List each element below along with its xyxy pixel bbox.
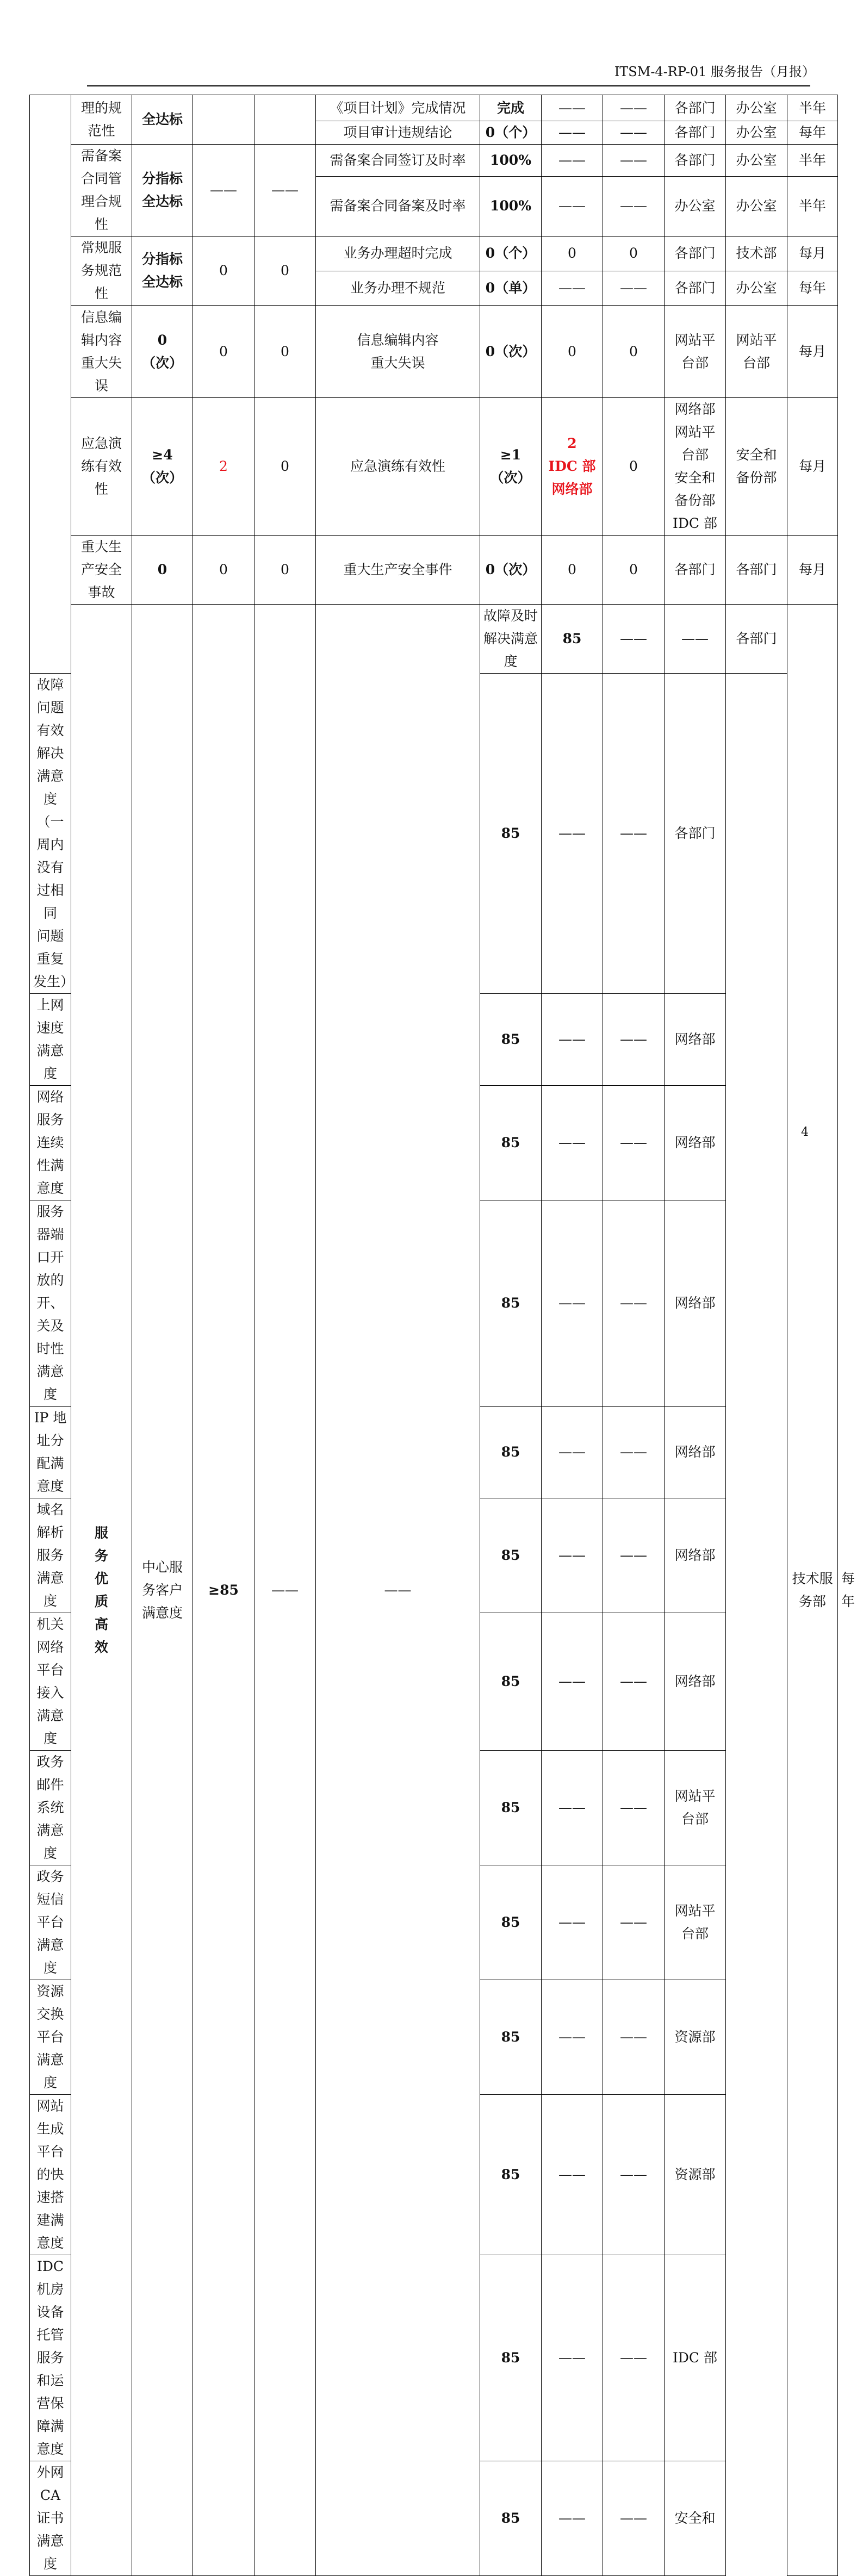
responsible-dept: 网络部 — [665, 1613, 726, 1751]
indicator: 资源交换平台满意度 — [30, 1980, 71, 2095]
indicator: 需备案合同备案及时率 — [316, 176, 480, 236]
result-2: —— — [603, 271, 665, 306]
indicator-target: 85 — [480, 1980, 542, 2095]
kpi-value-1: 0 — [193, 237, 254, 306]
kpi-value-1: 0 — [193, 306, 254, 398]
frequency: 半年 — [787, 95, 838, 121]
responsible-dept: 网络部 — [665, 994, 726, 1086]
indicator-target: 0（次） — [480, 306, 542, 398]
responsible-dept: IDC 部 — [665, 2255, 726, 2461]
kpi-name: 需备案 合同管 理合规 性 — [71, 145, 132, 237]
kpi-target: ≥4 （次） — [132, 398, 193, 536]
indicator: IP 地址分配满意度 — [30, 1407, 71, 1498]
indicator: 项目审计违规结论 — [316, 121, 480, 145]
kpi-name: 重大生 产安全 事故 — [71, 536, 132, 605]
result-2: —— — [603, 1200, 665, 1407]
indicator-target: 0（个） — [480, 237, 542, 271]
indicator-target: 85 — [480, 994, 542, 1086]
indicator: 故障及时解决满意度 — [480, 605, 542, 674]
assessor-dept: 办公室 — [726, 95, 787, 121]
document-header: ITSM-4-RP-01 服务报告（月报） — [614, 64, 815, 79]
responsible-dept: 各部门 — [665, 237, 726, 271]
result-2: —— — [603, 674, 665, 994]
indicator: 外网 CA 证书满意度 — [30, 2461, 71, 2576]
indicator-target: 0（次） — [480, 536, 542, 605]
indicator: 政务短信平台满意度 — [30, 1865, 71, 1980]
indicator-target: 85 — [480, 1086, 542, 1200]
indicator: 《项目计划》完成情况 — [316, 95, 480, 121]
result-2: 0 — [603, 237, 665, 271]
result-1: —— — [542, 121, 603, 145]
result-2: —— — [603, 95, 665, 121]
indicator: 机关网络平台接入满意 度 — [30, 1613, 71, 1751]
indicator-target: ≥1 （次） — [480, 398, 542, 536]
result-1: —— — [542, 145, 603, 177]
result-1: 2 IDC 部 网络部 — [542, 398, 603, 536]
responsible-dept: 各部门 — [726, 605, 787, 674]
indicator: 服务器端口开放的开、 关及时性满意度 — [30, 1200, 71, 1407]
indicator: 应急演练有效性 — [316, 398, 480, 536]
kpi-value-1: —— — [193, 145, 254, 237]
result-2: —— — [603, 2461, 665, 2576]
kpi-target: 0 — [132, 536, 193, 605]
kpi-target: 全达标 — [132, 95, 193, 145]
kpi-value-1: —— — [254, 605, 316, 2576]
responsible-dept: 网站平 台部 — [665, 1751, 726, 1865]
result-2: —— — [603, 994, 665, 1086]
result-2: 0 — [603, 536, 665, 605]
result-2: —— — [603, 121, 665, 145]
table-row — [30, 145, 838, 177]
kpi-target: ≥85 — [193, 605, 254, 2576]
result-2: —— — [603, 1980, 665, 2095]
kpi-value-1: 2 — [193, 398, 254, 536]
indicator-target: 85 — [480, 1751, 542, 1865]
kpi-value-2: 0 — [254, 237, 316, 306]
result-2: 0 — [603, 306, 665, 398]
table-row — [30, 306, 838, 398]
kpi-value-2: 0 — [254, 398, 316, 536]
result-1: —— — [542, 1086, 603, 1200]
result-1: 0 — [542, 237, 603, 271]
assessor-dept: 技术服 务部 — [787, 605, 838, 2576]
frequency: 半年 — [787, 145, 838, 177]
indicator: 域名解析服务满意度 — [30, 1498, 71, 1613]
result-2: 0 — [603, 398, 665, 536]
result-1: —— — [542, 1865, 603, 1980]
result-1: —— — [542, 1751, 603, 1865]
result-2: —— — [603, 2255, 665, 2461]
result-1: —— — [542, 1980, 603, 2095]
kpi-target: 0 （次） — [132, 306, 193, 398]
indicator: 上网速度满意度 — [30, 994, 71, 1086]
result-1: —— — [542, 271, 603, 306]
kpi-value-2 — [254, 95, 316, 145]
result-1: —— — [542, 176, 603, 236]
indicator-target: 85 — [480, 1613, 542, 1751]
kpi-value-2: —— — [254, 145, 316, 237]
responsible-dept: 网络部 — [665, 1498, 726, 1613]
frequency: 每月 — [787, 306, 838, 398]
result-1: —— — [542, 1407, 603, 1498]
indicator-target: 85 — [480, 1200, 542, 1407]
table-row — [30, 536, 838, 605]
assessor-dept: 技术部 — [726, 237, 787, 271]
table-row — [30, 398, 838, 536]
responsible-dept: 各部门 — [665, 95, 726, 121]
frequency: 半年 — [787, 176, 838, 236]
responsible-dept: 各部门 — [665, 271, 726, 306]
indicator-target: 85 — [480, 674, 542, 994]
responsible-dept: 网络部 — [665, 1200, 726, 1407]
result-2: —— — [603, 1407, 665, 1498]
indicator-target: 85 — [542, 605, 603, 674]
assessor-dept: 各部门 — [726, 536, 787, 605]
indicator-target: 100% — [480, 176, 542, 236]
result-2: —— — [603, 1751, 665, 1865]
assessor-dept: 办公室 — [726, 121, 787, 145]
indicator: 故障问题有效解决满意 度（一周内没有过相同 问题重复发生） — [30, 674, 71, 994]
result-2: —— — [665, 605, 726, 674]
assessor-dept: 网站平 台部 — [726, 306, 787, 398]
assessor-dept: 办公室 — [726, 176, 787, 236]
indicator-target: 85 — [480, 1407, 542, 1498]
indicator: 业务办理超时完成 — [316, 237, 480, 271]
kpi-target: 分指标 全达标 — [132, 145, 193, 237]
indicator: 网站生成平台的快速搭 建满意度 — [30, 2095, 71, 2255]
result-1: —— — [542, 2095, 603, 2255]
page-number: 4 — [801, 1125, 809, 1139]
result-2: —— — [603, 145, 665, 177]
responsible-dept: 资源部 — [665, 2095, 726, 2255]
responsible-dept: 资源部 — [665, 1980, 726, 2095]
indicator: 需备案合同签订及时率 — [316, 145, 480, 177]
kpi-table — [29, 95, 855, 2576]
table-row: 服 务 优 质 高 效 中心服 务客户 满意度 ≥85 —— —— 故障及时解决满意度 85 —— —— 各部门 技术服 务部 每年 — [30, 605, 838, 674]
responsible-dept: 网络部 网站平 台部 安全和 备份部 IDC 部 — [665, 398, 726, 536]
indicator: IDC 机房设备托管服务 和运营保障满意度 — [30, 2255, 71, 2461]
responsible-dept: 网站平 台部 — [665, 306, 726, 398]
indicator-target: 0（单） — [480, 271, 542, 306]
responsible-dept: 各部门 — [665, 536, 726, 605]
kpi-name: 应急演 练有效 性 — [71, 398, 132, 536]
result-1: —— — [542, 674, 603, 994]
indicator-target: 100% — [480, 145, 542, 177]
frequency: 每月 — [787, 398, 838, 536]
indicator-target: 85 — [480, 2255, 542, 2461]
kpi-target: 分指标 全达标 — [132, 237, 193, 306]
kpi-value-1 — [193, 95, 254, 145]
table-row — [30, 95, 838, 121]
indicator: 重大生产安全事件 — [316, 536, 480, 605]
kpi-name: 常规服 务规范 性 — [71, 237, 132, 306]
assessor-dept: 办公室 — [726, 145, 787, 177]
indicator: 网络服务连续性满意度 — [30, 1086, 71, 1200]
result-1: —— — [542, 1613, 603, 1751]
header-rule — [87, 85, 810, 86]
result-1: —— — [542, 994, 603, 1086]
result-1: —— — [542, 95, 603, 121]
category-cell: 服 务 优 质 高 效 — [71, 605, 132, 2576]
responsible-dept: 各部门 — [665, 145, 726, 177]
indicator: 政务邮件系统满意度 — [30, 1751, 71, 1865]
frequency: 每年 — [787, 121, 838, 145]
responsible-dept: 各部门 — [665, 674, 726, 994]
responsible-dept: 办公室 — [665, 176, 726, 236]
category-cell — [30, 95, 71, 674]
indicator-target: 85 — [480, 1498, 542, 1613]
kpi-name: 中心服 务客户 满意度 — [132, 605, 193, 2576]
indicator: 业务办理不规范 — [316, 271, 480, 306]
responsible-dept: 网络部 — [665, 1407, 726, 1498]
result-2: —— — [603, 1086, 665, 1200]
assessor-dept: 安全和 备份部 — [726, 398, 787, 536]
result-1: —— — [542, 1498, 603, 1613]
responsible-dept: 各部门 — [665, 121, 726, 145]
result-2: —— — [603, 1865, 665, 1980]
kpi-value-2: —— — [316, 605, 480, 2576]
responsible-dept: 网站平 台部 — [665, 1865, 726, 1980]
indicator-target: 85 — [480, 2095, 542, 2255]
indicator: 信息编辑内容 重大失误 — [316, 306, 480, 398]
frequency: 每月 — [787, 536, 838, 605]
result-2: —— — [603, 1613, 665, 1751]
kpi-value-2: 0 — [254, 306, 316, 398]
kpi-name: 信息编 辑内容 重大失 误 — [71, 306, 132, 398]
kpi-value-2: 0 — [254, 536, 316, 605]
result-1: —— — [603, 605, 665, 674]
assessor-dept: 办公室 — [726, 271, 787, 306]
table-row — [30, 237, 838, 271]
indicator-target: 85 — [480, 2461, 542, 2576]
indicator-target: 85 — [480, 1865, 542, 1980]
indicator-target: 完成 — [480, 95, 542, 121]
kpi-value-1: 0 — [193, 536, 254, 605]
result-2: —— — [603, 2095, 665, 2255]
result-1: —— — [542, 1200, 603, 1407]
frequency: 每月 — [787, 237, 838, 271]
result-2: —— — [603, 1498, 665, 1613]
responsible-dept: 安全和 — [665, 2461, 726, 2576]
result-2: —— — [603, 176, 665, 236]
kpi-name: 理的规 范性 — [71, 95, 132, 145]
frequency: 每年 — [787, 271, 838, 306]
indicator-target: 0（个） — [480, 121, 542, 145]
result-1: —— — [542, 2461, 603, 2576]
result-1: 0 — [542, 306, 603, 398]
result-1: —— — [542, 2255, 603, 2461]
responsible-dept: 网络部 — [665, 1086, 726, 1200]
result-1: 0 — [542, 536, 603, 605]
